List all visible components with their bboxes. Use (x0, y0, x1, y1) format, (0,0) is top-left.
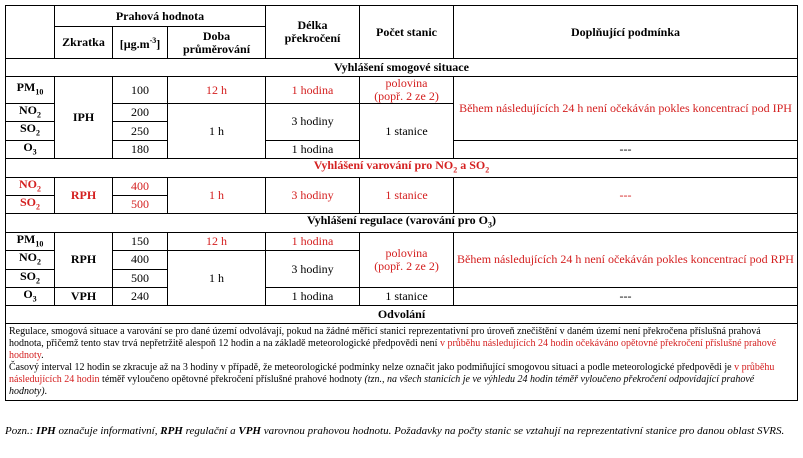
warning-pollutant-no2: $NO_2$ (6, 177, 55, 195)
air-quality-threshold-table (5, 5, 798, 401)
section-warning-title: Vyhlášení varování pro $NO_2$ a $SO_2$ (6, 159, 798, 177)
reg-avg-pm10: 12 h (168, 232, 266, 250)
reg-stations: polovina (popř. 2 ze 2) (360, 232, 454, 287)
section-regulation-title: Vyhlášení regulace (varování pro $O_3$) (6, 214, 798, 232)
header-abbr: Zkratka (55, 27, 113, 59)
length-o3: 1 hodina (266, 140, 360, 158)
stations-rest: 1 stanice (360, 104, 454, 159)
pollutant-pm10: $PM_{10}$ (6, 77, 55, 104)
header-stations: Počet stanic (360, 6, 454, 59)
pollutant-o3: $O_3$ (6, 140, 55, 158)
avg-rest: 1 h (168, 104, 266, 159)
header-threshold: Prahová hodnota (55, 6, 266, 27)
reg-pollutant-no2: $NO_2$ (6, 251, 55, 269)
value-so2: 250 (113, 122, 168, 140)
header-avg-time: Doba průměrování (168, 27, 266, 59)
reg-length-o3: 1 hodina (266, 287, 360, 305)
section-cancel-title: Odvolání (6, 306, 798, 324)
reg-length-no2-so2: 3 hodiny (266, 251, 360, 288)
condition-smog: Během následujících 24 h není očekáván pokles koncentrací pod IPH (454, 77, 798, 141)
warning-condition: --- (454, 177, 798, 214)
reg-value-so2: 500 (113, 269, 168, 287)
reg-value-o3: 240 (113, 287, 168, 305)
reg-stations-o3: 1 stanice (360, 287, 454, 305)
value-o3: 180 (113, 140, 168, 158)
avg-pm10: 12 h (168, 77, 266, 104)
warning-value-no2: 400 (113, 177, 168, 195)
reg-pollutant-pm10: $PM_{10}$ (6, 232, 55, 250)
length-pm10: 1 hodina (266, 77, 360, 104)
warning-avg: 1 h (168, 177, 266, 214)
length-no2-so2: 3 hodiny (266, 104, 360, 141)
pollutant-so2: $SO_2$ (6, 122, 55, 140)
header-condition: Doplňující podmínka (454, 6, 798, 59)
footnote: Pozn.: IPH označuje informativní, RPH regulační a VPH varovnou prahovou hodnotu. Požadavky na počty stanic se vztahují na reprezentativní stanice pro danou oblast SVRS. (5, 425, 785, 437)
pollutant-no2: $NO_2$ (6, 104, 55, 122)
reg-value-pm10: 150 (113, 232, 168, 250)
section-smog-title: Vyhlášení smogové situace (6, 59, 798, 77)
reg-condition: Během následujících 24 h není očekáván pokles koncentrací pod RPH (454, 232, 798, 287)
cancel-text: Regulace, smogová situace a varování se pro dané území odvolávají, pokud na žádné měřicí stanici reprezentativní pro úroveň znečištění v daném území není překročena příslušná prahová hodnota, přičemž tento stav trvá nepřetržitě alespoň 12 hodin a na základě meteorologické předpovědi není v průběhu následujících 24 hodin očekáváno opětovné překročení příslušné prahové hodnoty. Časový interval 12 hodin se zkracuje až na 3 hodiny v případě, že meteorologické podmínky nelze označit jako podmiňující smogovou situaci a podle meteorologické předpovědi je v průběhu následujících 24 hodin téměř vyloučeno opětovné překročení příslušné prahové hodnoty (tzn., na všech stanicích je ve výhledu 24 hodin téměř vyloučeno překročení odpovídající prahové hodnoty). (6, 324, 798, 401)
abbr-rph: RPH (55, 232, 113, 287)
reg-avg-rest: 1 h (168, 251, 266, 306)
value-pm10: 100 (113, 77, 168, 104)
header-exceed-length: Délka překročení (266, 6, 360, 59)
warning-length: 3 hodiny (266, 177, 360, 214)
reg-pollutant-so2: $SO_2$ (6, 269, 55, 287)
warning-value-so2: 500 (113, 195, 168, 213)
warning-stations: 1 stanice (360, 177, 454, 214)
abbr-vph: VPH (55, 287, 113, 305)
abbr-iph: IPH (55, 77, 113, 159)
reg-value-no2: 400 (113, 251, 168, 269)
reg-pollutant-o3: $O_3$ (6, 287, 55, 305)
value-no2: 200 (113, 104, 168, 122)
header-blank (6, 6, 55, 59)
condition-o3: --- (454, 140, 798, 158)
warning-pollutant-so2: $SO_2$ (6, 195, 55, 213)
abbr-rph-warning: RPH (55, 177, 113, 214)
header-unit: $[\mu g.m^{-3}]$ (113, 27, 168, 59)
stations-pm10: polovina (popř. 2 ze 2) (360, 77, 454, 104)
reg-length-pm10: 1 hodina (266, 232, 360, 250)
reg-condition-o3: --- (454, 287, 798, 305)
